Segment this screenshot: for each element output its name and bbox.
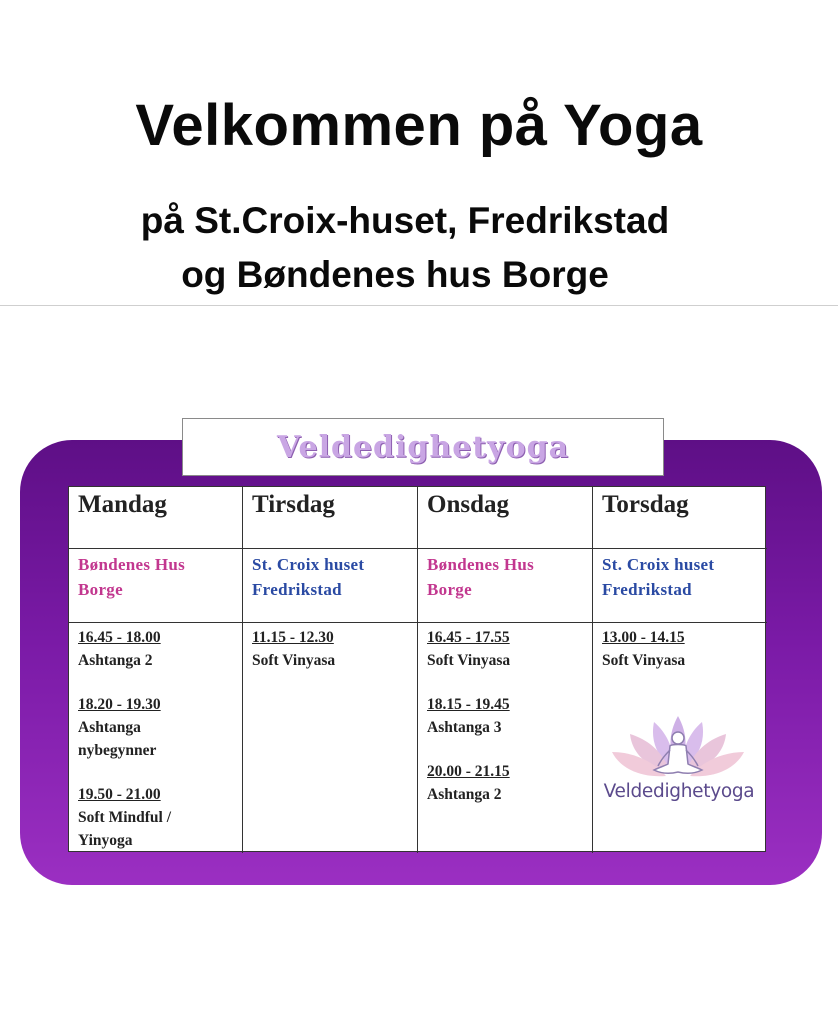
location-line: Fredrikstad [252, 580, 342, 599]
sessions-mandag [69, 623, 243, 853]
session [78, 693, 233, 762]
session-time: 18.15 - 19.45 [427, 696, 510, 713]
day-header-onsdag: Onsdag [418, 487, 593, 549]
location-line: Bøndenes Hus [427, 555, 535, 574]
location-tirsdag [243, 549, 418, 623]
day-header-torsdag: Torsdag [593, 487, 767, 549]
session-name: Soft Mindful / [78, 809, 172, 826]
session [78, 626, 233, 672]
session [602, 626, 758, 672]
session-name: Ashtanga [78, 719, 141, 736]
session-time: 19.50 - 21.00 [78, 786, 161, 803]
session-time: 16.45 - 17.55 [427, 629, 510, 646]
session-name: Yinyoga [78, 832, 133, 849]
session-name: nybegynner [78, 742, 157, 759]
session-name: Soft Vinyasa [427, 652, 511, 669]
session [427, 760, 583, 806]
day-header-tirsdag: Tirsdag [243, 487, 418, 549]
sessions-tirsdag [243, 623, 418, 853]
session [427, 693, 583, 739]
session-time: 13.00 - 14.15 [602, 629, 685, 646]
location-torsdag [593, 549, 767, 623]
session-name: Soft Vinyasa [252, 652, 336, 669]
subtitle-line-2: og Bøndenes hus Borge [181, 254, 609, 295]
session [427, 626, 583, 672]
location-line: St. Croix huset [252, 555, 365, 574]
location-line: Fredrikstad [602, 580, 692, 599]
day-header-mandag: Mandag [69, 487, 243, 549]
location-line: Borge [78, 580, 123, 599]
session-time: 18.20 - 19.30 [78, 696, 161, 713]
location-line: St. Croix huset [602, 555, 715, 574]
banner-title: Veldedighetyoga [276, 429, 570, 465]
location-onsdag [418, 549, 593, 623]
location-line: Borge [427, 580, 472, 599]
session-name: Ashtanga 2 [78, 652, 153, 669]
sessions-onsdag [418, 623, 593, 853]
schedule-banner [182, 418, 664, 476]
session-name: Soft Vinyasa [602, 652, 686, 669]
location-line: Bøndenes Hus [78, 555, 186, 574]
session-name: Ashtanga 2 [427, 786, 502, 803]
location-mandag [69, 549, 243, 623]
subtitle-line-1: på St.Croix-huset, Fredrikstad [140, 200, 670, 241]
divider [0, 305, 838, 306]
page-title: Velkommen på Yoga [135, 93, 703, 158]
logo-text: Veldedighetyoga [603, 781, 755, 802]
session [252, 626, 408, 672]
session-time: 16.45 - 18.00 [78, 629, 161, 646]
session [78, 783, 233, 852]
session-time: 20.00 - 21.15 [427, 763, 510, 780]
session-name: Ashtanga 3 [427, 719, 502, 736]
session-time: 11.15 - 12.30 [252, 629, 334, 646]
